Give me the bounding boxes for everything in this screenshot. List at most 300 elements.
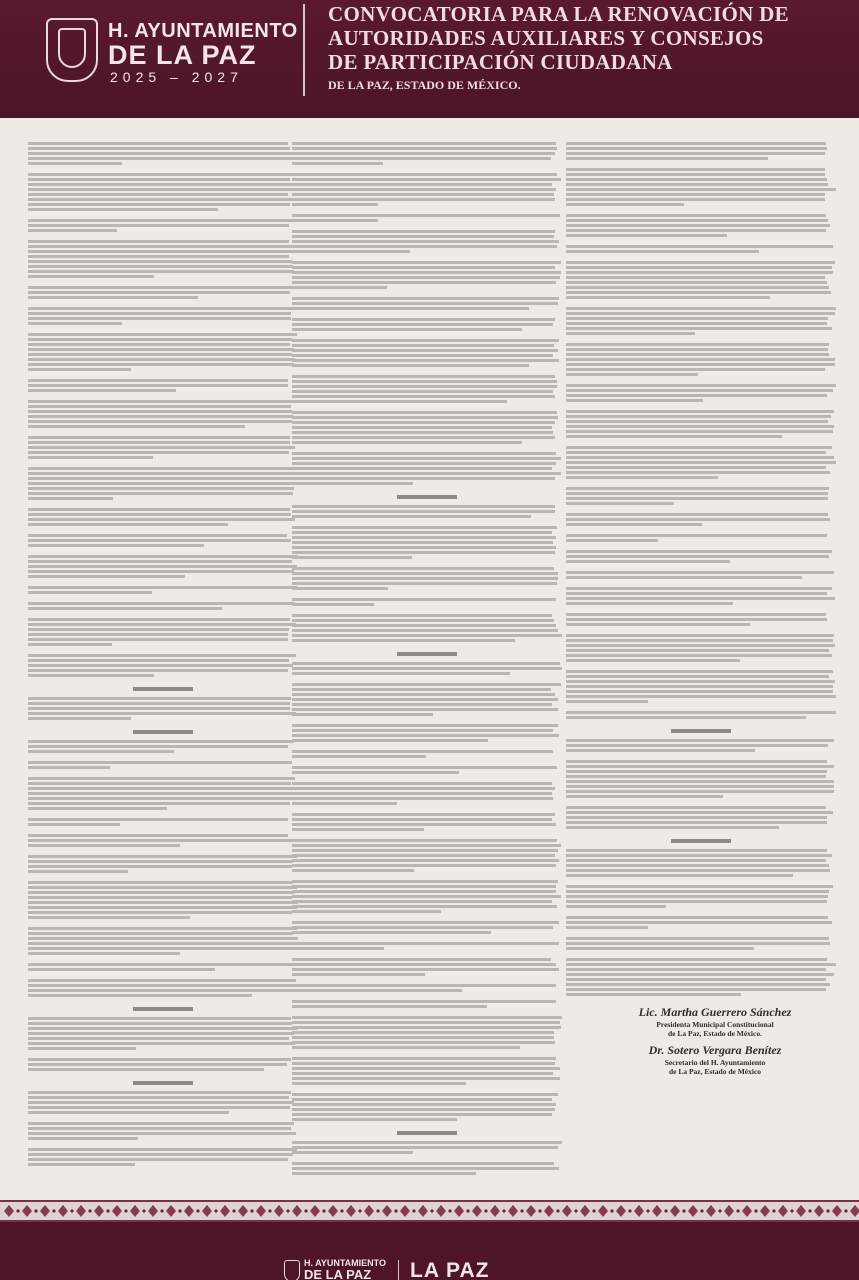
border-dot <box>484 1209 487 1212</box>
text-line <box>28 927 297 930</box>
text-line <box>566 173 825 176</box>
text-line <box>566 597 835 600</box>
text-line <box>292 864 556 867</box>
text-line <box>28 633 288 636</box>
text-line <box>292 931 491 934</box>
text-line <box>566 353 829 356</box>
text-line <box>292 614 552 617</box>
border-dot <box>808 1209 811 1212</box>
text-line <box>292 436 555 439</box>
text-line <box>28 602 295 605</box>
text-line <box>28 1047 136 1050</box>
text-line <box>566 513 828 516</box>
text-line <box>292 1046 520 1049</box>
border-ornament <box>508 1205 518 1217</box>
title-line-1: CONVOCATORIA PARA LA RENOVACIÓN DE <box>328 2 789 26</box>
border-dot <box>754 1209 757 1212</box>
text-line <box>292 572 558 575</box>
text-line <box>28 1027 298 1030</box>
text-line <box>28 436 290 439</box>
section-heading <box>397 652 457 656</box>
text-line <box>292 802 397 805</box>
text-line <box>292 515 531 518</box>
text-line <box>566 389 833 392</box>
section-heading <box>133 687 193 691</box>
border-ornament <box>706 1205 716 1217</box>
text-line <box>292 1108 555 1111</box>
text-line <box>28 654 296 657</box>
border-ornament <box>310 1205 320 1217</box>
text-line <box>28 203 290 206</box>
text-line <box>28 777 295 780</box>
text-line <box>566 749 755 752</box>
text-line <box>28 1158 288 1161</box>
text-line <box>28 518 295 521</box>
text-line <box>292 905 557 908</box>
text-line <box>28 865 292 868</box>
secretary-role: Secretario del H. Ayuntamiento <box>664 1058 766 1067</box>
text-line <box>28 989 292 992</box>
text-line <box>566 900 827 903</box>
text-line <box>28 792 295 795</box>
text-line <box>292 844 561 847</box>
text-line <box>292 431 553 434</box>
border-ornament <box>328 1205 338 1217</box>
text-line <box>292 541 553 544</box>
paragraph-gap <box>28 679 298 685</box>
border-ornament <box>166 1205 176 1217</box>
text-line <box>566 690 833 693</box>
border-ornament <box>742 1205 752 1217</box>
text-line <box>566 178 827 181</box>
text-line <box>292 869 414 872</box>
text-line <box>28 508 290 511</box>
text-line <box>28 623 296 626</box>
paragraph-gap <box>28 999 298 1005</box>
text-line <box>292 318 555 321</box>
text-column-right <box>566 142 836 1012</box>
text-line <box>566 430 833 433</box>
text-line <box>566 560 730 563</box>
text-line <box>566 157 768 160</box>
text-line <box>292 467 552 470</box>
text-line <box>566 864 829 867</box>
text-line <box>292 411 557 414</box>
text-line <box>28 844 180 847</box>
text-line <box>292 240 559 243</box>
text-line <box>566 700 648 703</box>
text-line <box>28 823 120 826</box>
text-line <box>292 885 556 888</box>
text-line <box>28 441 290 444</box>
text-line <box>28 410 292 413</box>
text-line <box>28 1163 135 1166</box>
text-line <box>28 911 292 914</box>
text-line <box>566 219 828 222</box>
text-line <box>28 591 152 594</box>
text-line <box>292 188 556 191</box>
text-line <box>566 790 834 793</box>
text-line <box>292 302 558 305</box>
section-heading <box>397 495 457 499</box>
text-line <box>566 471 830 474</box>
text-line <box>566 978 826 981</box>
text-line <box>292 1113 552 1116</box>
text-line <box>28 400 298 403</box>
text-line <box>292 245 557 248</box>
border-ornament <box>850 1205 859 1217</box>
text-line <box>28 963 293 966</box>
border-dot <box>682 1209 685 1212</box>
text-line <box>566 654 832 657</box>
text-line <box>566 168 825 171</box>
border-dot <box>574 1209 577 1212</box>
text-line <box>292 619 554 622</box>
text-line <box>566 425 834 428</box>
text-line <box>28 1111 229 1114</box>
text-line <box>566 435 782 438</box>
text-line <box>292 235 554 238</box>
text-line <box>28 198 293 201</box>
text-line <box>566 770 827 773</box>
border-ornament <box>580 1205 590 1217</box>
text-line <box>28 618 290 621</box>
text-line <box>566 942 830 945</box>
border-dot <box>214 1209 217 1212</box>
text-line <box>566 550 832 553</box>
border-dot <box>592 1209 595 1212</box>
text-line <box>292 1031 554 1034</box>
text-line <box>566 993 741 996</box>
title-line-2: AUTORIDADES AUXILIARES Y CONSEJOS <box>328 26 764 50</box>
text-line <box>28 881 293 884</box>
text-line <box>28 555 298 558</box>
paragraph-gap <box>28 1073 298 1079</box>
border-dot <box>70 1209 73 1212</box>
text-line <box>292 349 558 352</box>
text-line <box>28 467 298 470</box>
text-line <box>566 826 779 829</box>
text-line <box>28 942 294 945</box>
text-line <box>292 183 552 186</box>
text-line <box>292 693 555 696</box>
text-line <box>28 142 288 145</box>
text-line <box>28 348 294 351</box>
text-line <box>28 497 113 500</box>
text-line <box>292 531 552 534</box>
text-line <box>566 332 695 335</box>
text-line <box>566 680 835 683</box>
text-line <box>566 446 832 449</box>
text-line <box>28 782 291 785</box>
text-line <box>292 662 560 665</box>
text-line <box>566 193 825 196</box>
text-line <box>292 400 507 403</box>
border-dot <box>610 1209 613 1212</box>
text-line <box>28 188 294 191</box>
border-ornament <box>184 1205 194 1217</box>
text-line <box>292 214 560 217</box>
border-dot <box>106 1209 109 1212</box>
text-line <box>28 322 122 325</box>
text-line <box>292 688 551 691</box>
text-line <box>566 461 836 464</box>
text-line <box>28 173 292 176</box>
text-line <box>566 291 831 294</box>
text-column-center <box>292 142 562 1182</box>
text-line <box>566 451 826 454</box>
text-line <box>28 425 245 428</box>
text-line <box>28 477 296 480</box>
text-line <box>566 905 666 908</box>
text-line <box>292 426 552 429</box>
text-line <box>28 1153 293 1156</box>
border-ornament <box>526 1205 536 1217</box>
text-line <box>566 983 830 986</box>
text-line <box>292 567 554 570</box>
border-dot <box>700 1209 703 1212</box>
text-line <box>28 368 131 371</box>
text-line <box>292 1082 466 1085</box>
text-line <box>566 816 827 819</box>
text-line <box>28 901 298 904</box>
text-line <box>292 354 553 357</box>
text-line <box>566 744 828 747</box>
border-ornament <box>76 1205 86 1217</box>
header-banner <box>0 0 859 118</box>
text-line <box>292 910 441 913</box>
text-line <box>28 472 297 475</box>
border-dot <box>538 1209 541 1212</box>
text-line <box>28 712 296 715</box>
text-line <box>566 765 834 768</box>
text-line <box>566 968 826 971</box>
text-line <box>292 1077 560 1080</box>
text-line <box>566 618 827 621</box>
text-line <box>566 250 759 253</box>
president-role-location: de La Paz, Estado de México. <box>668 1029 762 1038</box>
text-line <box>28 787 297 790</box>
text-line <box>566 739 834 742</box>
text-line <box>28 586 297 589</box>
border-ornament <box>202 1205 212 1217</box>
text-line <box>28 544 204 547</box>
border-dot <box>790 1209 793 1212</box>
text-line <box>28 1096 289 1099</box>
text-line <box>292 787 555 790</box>
title-subtitle: DE LA PAZ, ESTADO DE MÉXICO. <box>328 78 521 92</box>
text-line <box>28 669 288 672</box>
text-line <box>292 973 425 976</box>
text-line <box>292 462 556 465</box>
paragraph-gap <box>566 831 836 837</box>
text-line <box>566 183 828 186</box>
text-line <box>566 234 727 237</box>
text-line <box>28 952 180 955</box>
text-line <box>292 203 378 206</box>
text-line <box>292 452 556 455</box>
text-line <box>566 539 658 542</box>
border-ornament <box>400 1205 410 1217</box>
border-dot <box>736 1209 739 1212</box>
text-line <box>28 379 288 382</box>
border-ornament <box>634 1205 644 1217</box>
text-line <box>566 492 828 495</box>
text-line <box>28 906 297 909</box>
text-line <box>28 565 297 568</box>
border-ornament <box>778 1205 788 1217</box>
text-line <box>28 1063 287 1066</box>
text-line <box>566 649 829 652</box>
text-line <box>566 384 836 387</box>
ayuntamiento-label: H. AYUNTAMIENTO <box>108 20 298 42</box>
text-line <box>566 410 834 413</box>
text-line <box>566 363 835 366</box>
text-line <box>292 266 555 269</box>
text-line <box>28 818 288 821</box>
border-dot <box>286 1209 289 1212</box>
text-line <box>28 1137 138 1140</box>
text-line <box>292 598 556 601</box>
text-line <box>292 359 559 362</box>
text-line <box>292 587 388 590</box>
border-dot <box>52 1209 55 1212</box>
border-ornament <box>796 1205 806 1217</box>
text-line <box>292 755 426 758</box>
text-line <box>292 634 562 637</box>
text-line <box>28 697 291 700</box>
text-line <box>292 142 556 145</box>
text-line <box>292 880 558 883</box>
text-line <box>566 198 825 201</box>
text-line <box>566 926 648 929</box>
text-line <box>566 497 828 500</box>
text-line <box>566 466 826 469</box>
border-dot <box>340 1209 343 1212</box>
text-line <box>292 1016 562 1019</box>
text-line <box>28 839 294 842</box>
border-dot <box>178 1209 181 1212</box>
border-dot <box>196 1209 199 1212</box>
text-line <box>292 421 555 424</box>
text-line <box>28 446 295 449</box>
text-line <box>566 322 827 325</box>
border-dot <box>304 1209 307 1212</box>
text-line <box>292 271 561 274</box>
text-line <box>566 947 754 950</box>
text-line <box>292 328 522 331</box>
text-line <box>28 224 289 227</box>
text-line <box>292 859 559 862</box>
text-line <box>566 394 827 397</box>
text-line <box>292 724 558 727</box>
text-line <box>28 487 294 490</box>
text-line <box>292 526 557 529</box>
text-line <box>28 534 287 537</box>
text-line <box>292 1062 555 1065</box>
border-dot <box>502 1209 505 1212</box>
text-line <box>566 188 836 191</box>
text-line <box>292 173 557 176</box>
text-line <box>292 629 558 632</box>
text-line <box>292 152 555 155</box>
text-line <box>28 916 190 919</box>
border-ornament <box>58 1205 68 1217</box>
text-line <box>28 296 198 299</box>
border-ornament <box>814 1205 824 1217</box>
text-line <box>292 157 551 160</box>
text-line <box>566 716 806 719</box>
text-line <box>292 683 561 686</box>
text-line <box>566 675 829 678</box>
text-line <box>292 1151 413 1154</box>
text-line <box>292 958 551 961</box>
text-line <box>566 644 835 647</box>
paragraph-gap <box>566 721 836 727</box>
text-line <box>28 317 291 320</box>
text-line <box>292 750 553 753</box>
text-line <box>566 711 836 714</box>
text-line <box>28 513 291 516</box>
border-dot <box>16 1209 19 1212</box>
text-line <box>28 523 228 526</box>
border-ornament <box>130 1205 140 1217</box>
text-line <box>566 963 836 966</box>
text-line <box>292 828 424 831</box>
border-ornament <box>832 1205 842 1217</box>
border-dot <box>160 1209 163 1212</box>
text-line <box>28 855 297 858</box>
text-line <box>292 477 555 480</box>
president-role: Presidenta Municipal Constitucional <box>656 1020 774 1029</box>
border-ornament <box>490 1205 500 1217</box>
text-line <box>28 307 296 310</box>
text-line <box>28 1032 294 1035</box>
text-line <box>566 229 826 232</box>
text-line <box>28 1132 296 1135</box>
text-line <box>292 708 558 711</box>
text-line <box>292 890 556 893</box>
text-line <box>292 286 387 289</box>
border-ornament <box>292 1205 302 1217</box>
text-line <box>566 785 834 788</box>
text-line <box>566 958 827 961</box>
text-line <box>566 317 828 320</box>
text-line <box>292 219 378 222</box>
border-ornament <box>22 1205 32 1217</box>
text-line <box>292 1041 555 1044</box>
text-line <box>28 245 292 248</box>
text-line <box>292 339 559 342</box>
text-line <box>28 802 290 805</box>
text-line <box>566 780 834 783</box>
text-line <box>28 358 295 361</box>
border-ornament <box>382 1205 392 1217</box>
text-line <box>292 385 557 388</box>
border-dot <box>142 1209 145 1212</box>
text-line <box>292 276 560 279</box>
text-line <box>28 456 153 459</box>
text-line <box>566 775 826 778</box>
text-line <box>28 707 290 710</box>
text-line <box>28 1148 297 1151</box>
text-line <box>28 1068 264 1071</box>
border-ornament <box>4 1205 14 1217</box>
text-line <box>566 368 825 371</box>
text-line <box>292 849 558 852</box>
administration-period: 2025 – 2027 <box>110 69 243 85</box>
border-ornament <box>436 1205 446 1217</box>
